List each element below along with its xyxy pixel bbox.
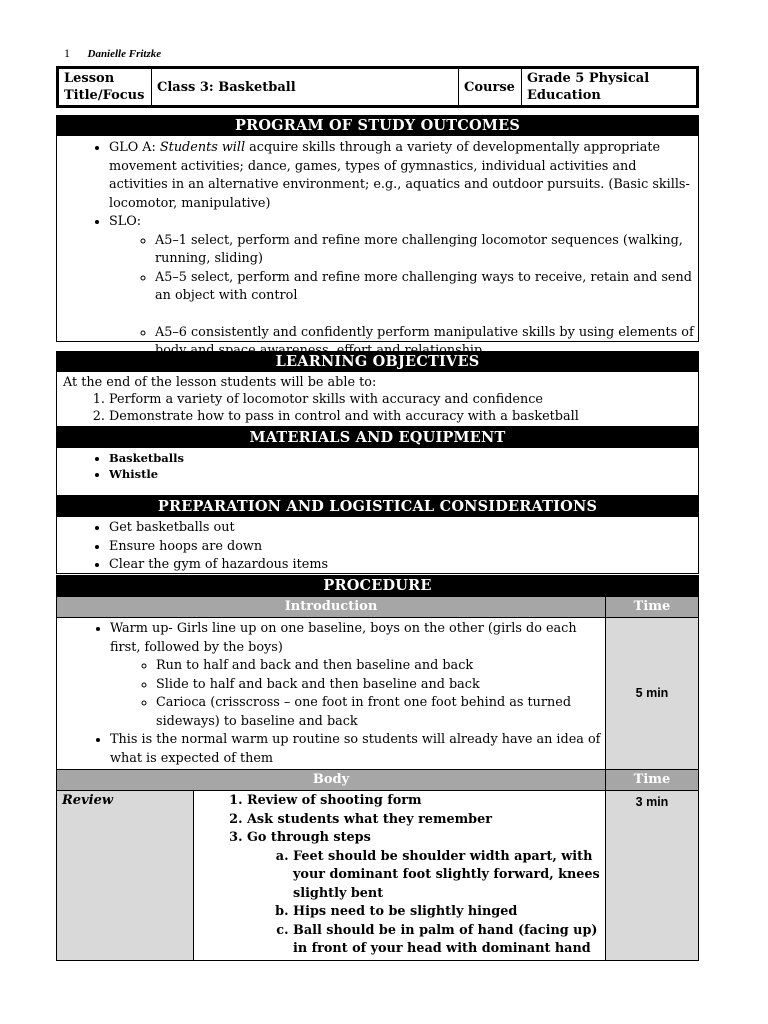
objectives-heading: LEARNING OBJECTIVES [56,351,699,372]
slo-item: • SLO: ◦ A5–1 select, perform and refine more challenging locomotor sequences (walking, running, sliding) ◦ A5–5 select, perform and refine more challenging ways to receive, retain and send an object with control ◦ A5–6 consistently and confidently perform manipulative skills by using elements of [109,213,698,361]
introduction-content [57,618,606,770]
lesson-title-value: Class 3: Basketball [152,68,459,107]
review-step: 3. Go through steps a. Feet should be shoulder width apart, with your dominant foot slightly forward, knees slightly bent b. Hips need to be slightly hinged c. Ball should be in palm of hand (facing up) in front of your head with dominant hand [247,829,604,959]
warmup-list [58,620,604,768]
review-substep: c. Ball should be in palm of hand (facing up) in front of your head with dominant hand [293,922,604,959]
warmup-step: ◦ Carioca (crisscross – one foot in front one foot behind as turned sideways) to baseline and back [156,694,604,731]
warmup-step: ◦ Run to half and back and then baseline and back [156,657,604,676]
preparation-box [56,517,699,574]
outcomes-list [57,139,698,361]
preparation-heading: PREPARATION AND LOGISTICAL CONSIDERATIONS [56,496,699,517]
lesson-title-label: Lesson Title/Focus [58,68,152,107]
outcomes-section [56,115,699,342]
review-substep: a. Feet should be shoulder width apart, with your dominant foot slightly forward, knees slightly bent [293,848,604,904]
objectives-box [56,372,699,427]
procedure-heading: PROCEDURE [56,575,699,596]
slo-outcome: ◦ A5–6 consistently and confidently perform manipulative skills by using elements of [155,324,698,361]
introduction-time: 5 min [606,618,699,770]
outcomes-box [56,136,699,342]
review-content [194,791,606,961]
course-value: Grade 5 Physical Education [522,68,698,107]
material-item: • Basketballs [109,450,698,466]
review-steps [195,792,604,959]
page-number: 1 [64,46,70,60]
procedure-section [56,575,699,961]
outcomes-heading: PROGRAM OF STUDY OUTCOMES [56,115,699,136]
body-header: Body [57,770,606,791]
slo-outcome: ◦ A5–1 select, perform and refine more challenging locomotor sequences (walking, running, sliding) [155,232,698,269]
materials-section [56,427,699,496]
review-substep: b. Hips need to be slightly hinged [293,903,604,922]
slo-outcome: ◦ A5–5 select, perform and refine more challenging ways to receive, retain and send an object with control [155,269,698,306]
objective-item: 2. Demonstrate how to pass in control and with accuracy with a basketball [109,408,698,425]
review-step: 1. Review of shooting form [247,792,604,811]
warmup-sublist [110,657,604,731]
preparation-section [56,496,699,574]
objectives-section [56,351,699,427]
slo-sublist [109,232,698,361]
course-label: Course [459,68,522,107]
page-header [64,46,161,61]
preparation-item: • Clear the gym of hazardous items [109,556,698,575]
preparation-list [57,519,698,575]
glo-item: • GLO A: Students will acquire skills through a variety of developmentally appropriate movement activities; dance, games, types of gymnastics, individual activities and activities in an alternative environment; e.g., aquatics and outdoor pursuits. (Basic skills- locomotor, manipulative) [109,139,698,213]
materials-box [56,448,699,496]
routine-item: • This is the normal warm up routine so students will already have an idea of what is expected of them [110,731,604,768]
material-item: • Whistle [109,466,698,482]
lesson-info-table [56,66,699,108]
warmup-item: • Warm up- Girls line up on one baseline, boys on the other (girls do each first, followed by the boys) ◦ Run to half and back and then baseline and back ◦ Slide to half and back and then baseline and back ◦ Carioca (crisscross – one foot in front one foot behind as turned sideways) to baseline and back [110,620,604,731]
preparation-item: • Get basketballs out [109,519,698,538]
objectives-list [57,391,698,425]
objective-item: 1. Perform a variety of locomotor skills with accuracy and confidence [109,391,698,408]
body-time-header: Time [606,770,699,791]
review-time: 3 min [606,791,699,961]
materials-list [57,450,698,482]
review-label: Review [57,791,194,961]
review-step: 2. Ask students what they remember [247,811,604,830]
introduction-header: Introduction [57,597,606,618]
warmup-step: ◦ Slide to half and back and then baseline and back [156,676,604,695]
review-substeps [247,848,604,959]
objectives-lead: At the end of the lesson students will be able to: [63,375,377,390]
author-name: Danielle Fritzke [87,48,162,60]
materials-heading: MATERIALS AND EQUIPMENT [56,427,699,448]
introduction-time-header: Time [606,597,699,618]
procedure-table [56,596,699,961]
preparation-item: • Ensure hoops are down [109,538,698,557]
